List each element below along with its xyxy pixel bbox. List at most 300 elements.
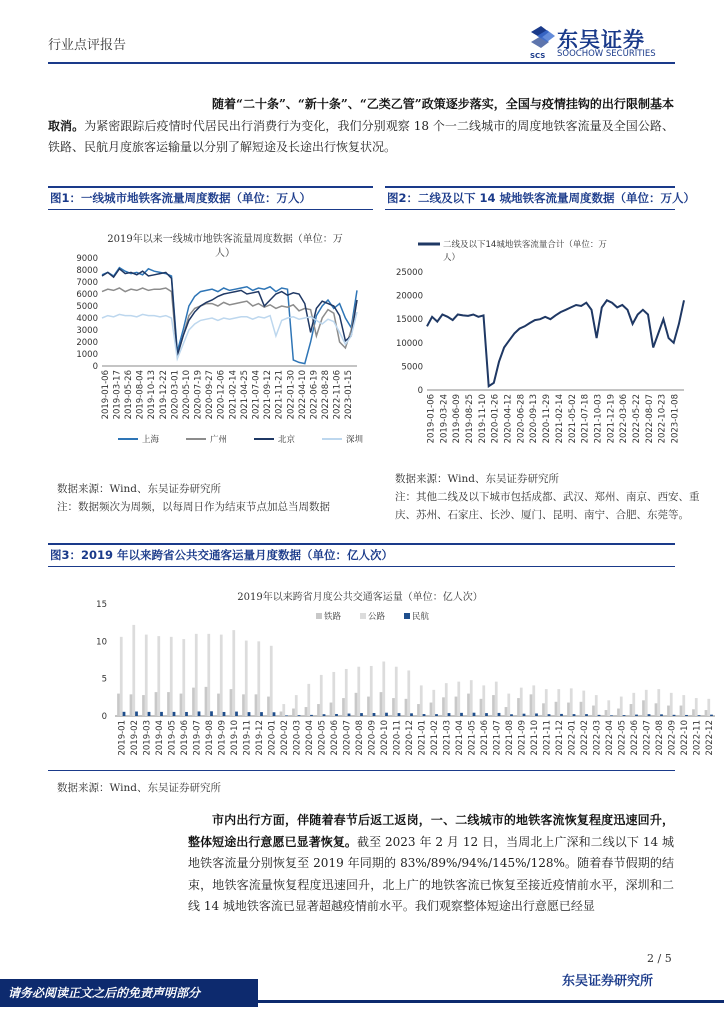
x-tick-label: 2020-06: [329, 720, 340, 756]
y-tick-label: 6000: [76, 290, 98, 300]
bar-1: [642, 700, 645, 716]
x-tick-label: 2023-01-08: [670, 394, 681, 444]
bar-3: [323, 714, 326, 716]
bar-3: [298, 715, 301, 716]
y-tick-label: 4000: [76, 314, 98, 324]
x-tick-label: 2022-01: [567, 720, 578, 756]
bar-3: [448, 713, 451, 716]
bar-2: [182, 639, 185, 716]
bar-2: [620, 697, 623, 716]
x-tick-label: 2020-03: [292, 720, 303, 756]
x-tick-label: 2022-03: [592, 720, 603, 756]
bar-1: [480, 699, 483, 716]
legend-label-2: 广州: [210, 435, 228, 445]
footer-firm: 东吴证券研究所: [562, 974, 654, 989]
fig3-title: 图3：2019 年以来跨省公共交通客运量月度数据（单位：亿人次）: [50, 548, 394, 562]
bar-1: [680, 706, 683, 716]
bar-2: [382, 661, 385, 716]
bar-1: [230, 689, 233, 716]
fig3-rule-end: [48, 770, 675, 771]
bar-1: [667, 706, 670, 716]
bar-1: [530, 694, 533, 716]
bar-2: [695, 698, 698, 716]
x-tick-label: 2019-08-04: [135, 370, 146, 420]
x-tick-label: 2022-03-06: [619, 394, 630, 444]
x-tick-label: 2019-01-06: [426, 394, 437, 444]
bar-2: [582, 691, 585, 716]
bar-3: [585, 714, 588, 716]
x-tick-label: 2019-09: [217, 720, 228, 756]
x-tick-label: 2021-11: [542, 720, 553, 756]
bar-3: [148, 712, 151, 716]
x-tick-label: 2021-02-14: [554, 394, 565, 444]
bar-3: [335, 714, 338, 716]
bar-2: [220, 635, 223, 716]
x-tick-label: 2019-01-06: [100, 370, 111, 420]
fig2-note: 注：其他二线及以下城市包括成都、武汉、郑州、南京、西安、重庆、苏州、石家庄、长沙、厦门、昆明、南宁、合肥、东莞等。: [395, 491, 700, 521]
bar-3: [123, 712, 126, 716]
footer-disclaimer[interactable]: 请务必阅读正文之后的免责声明部分: [8, 986, 201, 1000]
fig1-source: 数据来源：Wind、东吴证券研究所: [57, 483, 221, 495]
x-tick-label: 2019-08-25: [464, 394, 475, 444]
series-line-1: [427, 300, 684, 386]
bar-3: [623, 715, 626, 716]
legend-label-1: 二线及以下14城地铁客流量合计（单位：万: [443, 240, 607, 250]
bar-1: [592, 706, 595, 716]
bar-2: [345, 669, 348, 716]
x-tick-label: 2022-04: [604, 720, 615, 756]
legend-label-1-cont: 人）: [443, 253, 461, 263]
bar-3: [548, 714, 551, 716]
bar-1: [367, 697, 370, 716]
bar-2: [132, 625, 135, 716]
bar-3: [223, 712, 226, 716]
bar-1: [267, 697, 270, 716]
bar-3: [435, 714, 438, 716]
x-tick-label: 2019-02: [129, 720, 140, 756]
x-tick-label: 2022-04-10: [297, 370, 308, 420]
x-tick-label: 2019-05: [167, 720, 178, 756]
bar-3: [660, 714, 663, 716]
x-tick-label: 2019-03-24: [439, 394, 450, 444]
legend-label-1: 铁路: [324, 612, 342, 622]
bar-2: [320, 675, 323, 716]
x-tick-label: 2020-04-12: [503, 394, 514, 444]
bar-3: [610, 715, 613, 716]
x-tick-label: 2021-06: [479, 720, 490, 756]
x-tick-label: 2020-03-01: [170, 370, 181, 420]
bar-3: [310, 715, 313, 716]
bar-1: [330, 703, 333, 716]
fig3-rule-top: [48, 543, 675, 545]
x-tick-label: 2019-11: [242, 720, 253, 756]
bar-1: [242, 694, 245, 716]
bar-2: [332, 672, 335, 716]
y-tick-label: 8000: [76, 266, 98, 276]
fig1-title: 图1：一线城市地铁客流量周度数据（单位：万人）: [50, 191, 311, 205]
bar-2: [495, 682, 498, 716]
bar-1: [342, 698, 345, 716]
bar-2: [270, 646, 273, 716]
x-tick-label: 2020-01: [267, 720, 278, 756]
body2-bold: 伴随着春节后返工返岗，一、二线城市的地铁客流恢复程度迅速回升，整体短途出行意愿已显著恢复。: [188, 813, 674, 849]
bar-1: [617, 709, 620, 716]
bar-2: [170, 637, 173, 716]
x-tick-label: 2019-12: [254, 720, 265, 756]
chart3-title: 2019年以来跨省月度公共交通客运量（单位：亿人次）: [237, 592, 483, 603]
intro-rest: 为紧密跟踪后疫情时代居民出行消费行为变化，我们分别观察 18 个一二线城市的周度地铁客流量及全国公路、铁路、民航月度旅客运输量以分别了解短途及长途出行恢复状况。: [48, 118, 674, 154]
bar-2: [232, 630, 235, 716]
fig1-rule-top: [48, 186, 373, 188]
x-tick-label: 2019-06-09: [452, 394, 463, 444]
x-tick-label: 2020-06-28: [516, 394, 527, 444]
bar-1: [292, 709, 295, 716]
bar-1: [605, 710, 608, 716]
bar-2: [445, 683, 448, 716]
x-tick-label: 2020-09-27: [205, 370, 216, 420]
bar-1: [317, 704, 320, 716]
bar-2: [670, 693, 673, 716]
x-tick-label: 2019-07: [192, 720, 203, 756]
logo-mark-text: SCS: [530, 52, 546, 60]
x-tick-label: 2019-11-10: [477, 394, 488, 444]
bar-2: [295, 695, 298, 716]
fig2-source: 数据来源：Wind、东吴证券研究所: [395, 473, 559, 485]
x-tick-label: 2020-07-19: [193, 370, 204, 420]
bar-2: [657, 689, 660, 716]
bar-2: [682, 695, 685, 716]
bar-3: [510, 714, 513, 716]
bar-2: [157, 636, 160, 716]
y-tick-label: 2000: [76, 338, 98, 348]
bar-3: [285, 715, 288, 716]
bar-1: [505, 707, 508, 716]
bar-2: [395, 667, 398, 716]
bar-2: [470, 680, 473, 716]
bar-1: [455, 697, 458, 716]
x-tick-label: 2021-10-03: [593, 394, 604, 444]
x-tick-label: 2022-10-23: [657, 394, 668, 444]
bar-1: [517, 698, 520, 716]
fig2-rule-top: [385, 186, 675, 188]
y-tick-label: 5000: [76, 302, 98, 312]
x-tick-label: 2020-12: [404, 720, 415, 756]
x-tick-label: 2019-10-13: [147, 370, 158, 420]
x-tick-label: 2020-04: [304, 720, 315, 756]
bar-3: [535, 713, 538, 716]
bar-2: [520, 688, 523, 716]
fig1-note: 注：数据频次为周频，以每周日作为结束节点加总当周数据: [57, 501, 330, 513]
bar-1: [542, 703, 545, 716]
bar-3: [673, 715, 676, 716]
logo-text-en: SOOCHOW SECURITIES: [557, 49, 656, 59]
y-tick-label: 0: [92, 362, 98, 372]
bar-2: [545, 689, 548, 716]
x-tick-label: 2021-08: [504, 720, 515, 756]
fig3-source: 数据来源：Wind、东吴证券研究所: [57, 782, 221, 794]
intro-paragraph: [48, 94, 674, 159]
y-tick-label: 9000: [76, 254, 98, 264]
bar-2: [432, 690, 435, 716]
series-line-4: [102, 312, 357, 359]
bar-3: [485, 713, 488, 716]
x-tick-label: 2022-02: [579, 720, 590, 756]
body2-lead: 市内出行方面，: [212, 813, 298, 827]
x-tick-label: 2019-12-22: [158, 370, 169, 420]
bar-2: [420, 685, 423, 716]
bar-1: [430, 703, 433, 716]
x-tick-label: 2022-11-06: [332, 370, 343, 420]
bar-1: [142, 695, 145, 716]
bar-3: [698, 715, 701, 716]
bar-2: [145, 635, 148, 716]
chart1-first-tier-metro: [48, 250, 373, 460]
legend-swatch-2: [360, 613, 366, 619]
y-tick-label: 15000: [395, 315, 423, 326]
bar-1: [217, 694, 220, 716]
x-tick-label: 2022-09: [667, 720, 678, 756]
x-tick-label: 2022-11: [692, 720, 703, 756]
bar-1: [442, 697, 445, 716]
x-tick-label: 2020-05: [317, 720, 328, 756]
x-tick-label: 2019-01: [117, 720, 128, 756]
bar-1: [467, 694, 470, 716]
chart3-cross-province-transport: [48, 600, 715, 760]
bar-1: [205, 687, 208, 716]
bar-3: [598, 715, 601, 716]
x-tick-label: 2021-05: [467, 720, 478, 756]
x-tick-label: 2021-07-04: [251, 370, 262, 420]
x-tick-label: 2021-02-14: [228, 370, 239, 420]
legend-label-3: 北京: [278, 435, 296, 445]
fig2-title: 图2：二线及以下 14 城地铁客流量周度数据（单位：万人）: [387, 191, 696, 205]
bar-2: [507, 694, 510, 716]
y-tick-label: 5000: [401, 362, 423, 373]
bar-3: [185, 712, 188, 716]
bar-2: [370, 666, 373, 716]
bar-1: [392, 698, 395, 716]
y-tick-label: 25000: [395, 268, 423, 278]
bar-2: [407, 670, 410, 716]
y-tick-label: 10000: [395, 338, 423, 349]
x-tick-label: 2021-07: [492, 720, 503, 756]
x-tick-label: 2020-12-06: [216, 370, 227, 420]
fig1-rule-bottom: [48, 209, 373, 210]
bar-3: [498, 713, 501, 716]
x-tick-label: 2023-01-15: [344, 370, 355, 420]
legend-swatch-3: [404, 613, 410, 619]
x-tick-label: 2021-07-18: [580, 394, 591, 444]
bar-1: [580, 702, 583, 716]
legend-label-2: 公路: [368, 612, 386, 622]
bar-1: [555, 702, 558, 716]
bar-1: [567, 703, 570, 716]
page-number: 2 / 5: [647, 952, 672, 965]
bar-3: [710, 715, 713, 716]
x-tick-label: 2022-06: [629, 720, 640, 756]
bar-2: [120, 637, 123, 716]
legend-label-4: 深圳: [346, 435, 364, 445]
x-tick-label: 2022-08: [654, 720, 665, 756]
bar-1: [180, 694, 183, 716]
bar-1: [417, 704, 420, 716]
bar-3: [210, 711, 213, 716]
x-tick-label: 2020-02: [279, 720, 290, 756]
x-tick-label: 2021-09-12: [263, 370, 274, 420]
bar-1: [405, 699, 408, 716]
bar-3: [648, 714, 651, 716]
x-tick-label: 2019-08: [204, 720, 215, 756]
y-tick-label: 20000: [395, 291, 423, 302]
bar-2: [257, 641, 260, 716]
x-tick-label: 2021-09: [517, 720, 528, 756]
x-tick-label: 2019-03: [142, 720, 153, 756]
bar-1: [630, 704, 633, 716]
bar-3: [560, 714, 563, 716]
x-tick-label: 2020-09-13: [529, 394, 540, 444]
bar-1: [705, 710, 708, 716]
bar-2: [707, 699, 710, 716]
x-tick-label: 2019-10: [229, 720, 240, 756]
x-tick-label: 2019-06: [179, 720, 190, 756]
bar-1: [117, 694, 120, 716]
bar-2: [457, 682, 460, 716]
x-tick-label: 2022-10: [679, 720, 690, 756]
bar-1: [130, 694, 133, 716]
x-tick-label: 2020-10: [379, 720, 390, 756]
bar-1: [492, 695, 495, 716]
fig3-rule-bottom: [48, 566, 675, 567]
x-tick-label: 2020-05-10: [181, 370, 192, 420]
x-tick-label: 2021-03: [442, 720, 453, 756]
x-tick-label: 2020-09: [367, 720, 378, 756]
bar-3: [260, 712, 263, 716]
y-tick-label: 3000: [76, 326, 98, 336]
bar-3: [135, 712, 138, 716]
bar-3: [423, 714, 426, 716]
bar-3: [573, 714, 576, 716]
bar-1: [155, 692, 158, 716]
bar-3: [198, 711, 201, 716]
x-tick-label: 2022-08-07: [644, 394, 655, 444]
x-tick-label: 2022-12: [704, 720, 715, 756]
bar-2: [307, 684, 310, 716]
logo-mark-icon: [531, 26, 555, 48]
bar-1: [280, 712, 283, 716]
bar-3: [173, 712, 176, 716]
x-tick-label: 2020-11: [392, 720, 403, 756]
bar-3: [348, 714, 351, 716]
x-tick-label: 2020-08: [354, 720, 365, 756]
x-tick-label: 2021-02: [429, 720, 440, 756]
x-tick-label: 2022-01-30: [286, 370, 297, 420]
bar-3: [373, 713, 376, 716]
bar-2: [570, 688, 573, 716]
legend-label-3: 民航: [412, 612, 430, 622]
x-tick-label: 2019-05-26: [123, 370, 134, 420]
bar-1: [692, 709, 695, 716]
x-tick-label: 2021-12: [554, 720, 565, 756]
bar-2: [645, 690, 648, 716]
bar-3: [273, 712, 276, 716]
bar-1: [380, 692, 383, 716]
x-tick-label: 2020-11-29: [542, 394, 553, 444]
bar-1: [167, 692, 170, 716]
y-tick-label: 0: [101, 712, 107, 722]
fig2-rule-bottom: [385, 209, 675, 210]
bar-1: [255, 694, 258, 716]
bar-2: [607, 700, 610, 716]
legend-label-1: 上海: [142, 435, 160, 445]
bar-1: [192, 688, 195, 716]
bar-2: [595, 695, 598, 716]
y-tick-label: 7000: [76, 278, 98, 288]
x-tick-label: 2020-07: [342, 720, 353, 756]
bar-1: [355, 693, 358, 716]
bar-3: [523, 714, 526, 716]
x-tick-label: 2021-12-19: [606, 394, 617, 444]
bar-3: [460, 713, 463, 716]
x-tick-label: 2022-05: [617, 720, 628, 756]
report-category: 行业点评报告: [48, 38, 127, 53]
y-tick-label: 0: [417, 386, 423, 396]
x-tick-label: 2022-06-19: [309, 370, 320, 420]
x-tick-label: 2020-01-26: [490, 394, 501, 444]
x-tick-label: 2021-04: [454, 720, 465, 756]
y-tick-label: 1000: [76, 350, 98, 360]
chart2-second-tier-metro: [385, 226, 685, 451]
bar-2: [245, 641, 248, 716]
bar-1: [655, 703, 658, 716]
chart1-title: 2019年以来一线城市地铁客流量周度数据（单位：万人）: [107, 234, 343, 259]
bar-3: [360, 713, 363, 716]
bar-3: [398, 713, 401, 716]
bar-2: [357, 667, 360, 716]
intro-bold: 随着“二十条”、“新十条”、“乙类乙管”政策逐步落实，全国与疫情挂钩的出行限制基本取消。: [48, 97, 674, 133]
bar-3: [635, 715, 638, 716]
bar-1: [305, 707, 308, 716]
bar-3: [410, 713, 413, 716]
header-rule: [48, 62, 675, 64]
y-tick-label: 10: [96, 637, 107, 648]
footer-rule: [258, 1000, 724, 1003]
x-tick-label: 2021-11-21: [274, 370, 285, 420]
x-tick-label: 2022-07: [642, 720, 653, 756]
bar-2: [282, 704, 285, 716]
x-tick-label: 2019-03-17: [112, 370, 123, 420]
bar-2: [482, 685, 485, 716]
bar-3: [235, 712, 238, 716]
logo-text-cn: 东吴证券: [557, 28, 645, 52]
x-tick-label: 2022-08-28: [321, 370, 332, 420]
x-tick-label: 2021-05-02: [567, 394, 578, 444]
y-tick-label: 15: [96, 600, 107, 610]
bar-3: [385, 713, 388, 716]
x-tick-label: 2022-05-22: [632, 394, 643, 444]
body-paragraph-2: [188, 810, 674, 918]
legend-swatch-1: [316, 613, 322, 619]
bar-3: [160, 712, 163, 716]
bar-2: [207, 634, 210, 716]
body2-rest: 截至 2023 年 2 月 12 日，当周北上广深和二线以下 14 城地铁客流量分别恢复至 2019 年同期的 83%/89%/94%/145%/128%。随着春节假期的结束，地铁客流量恢复程度迅速回升，北上广的地铁客流已恢复至接近疫情前水平，深圳和二线 14 城地铁客流已显著超越疫情前水平。我们观察整体短途出行意愿已经显: [188, 834, 674, 913]
bar-3: [248, 712, 251, 716]
bar-2: [632, 693, 635, 716]
bar-3: [473, 713, 476, 716]
x-tick-label: 2021-01: [417, 720, 428, 756]
bar-2: [532, 685, 535, 716]
bar-2: [195, 634, 198, 716]
bar-2: [557, 689, 560, 716]
